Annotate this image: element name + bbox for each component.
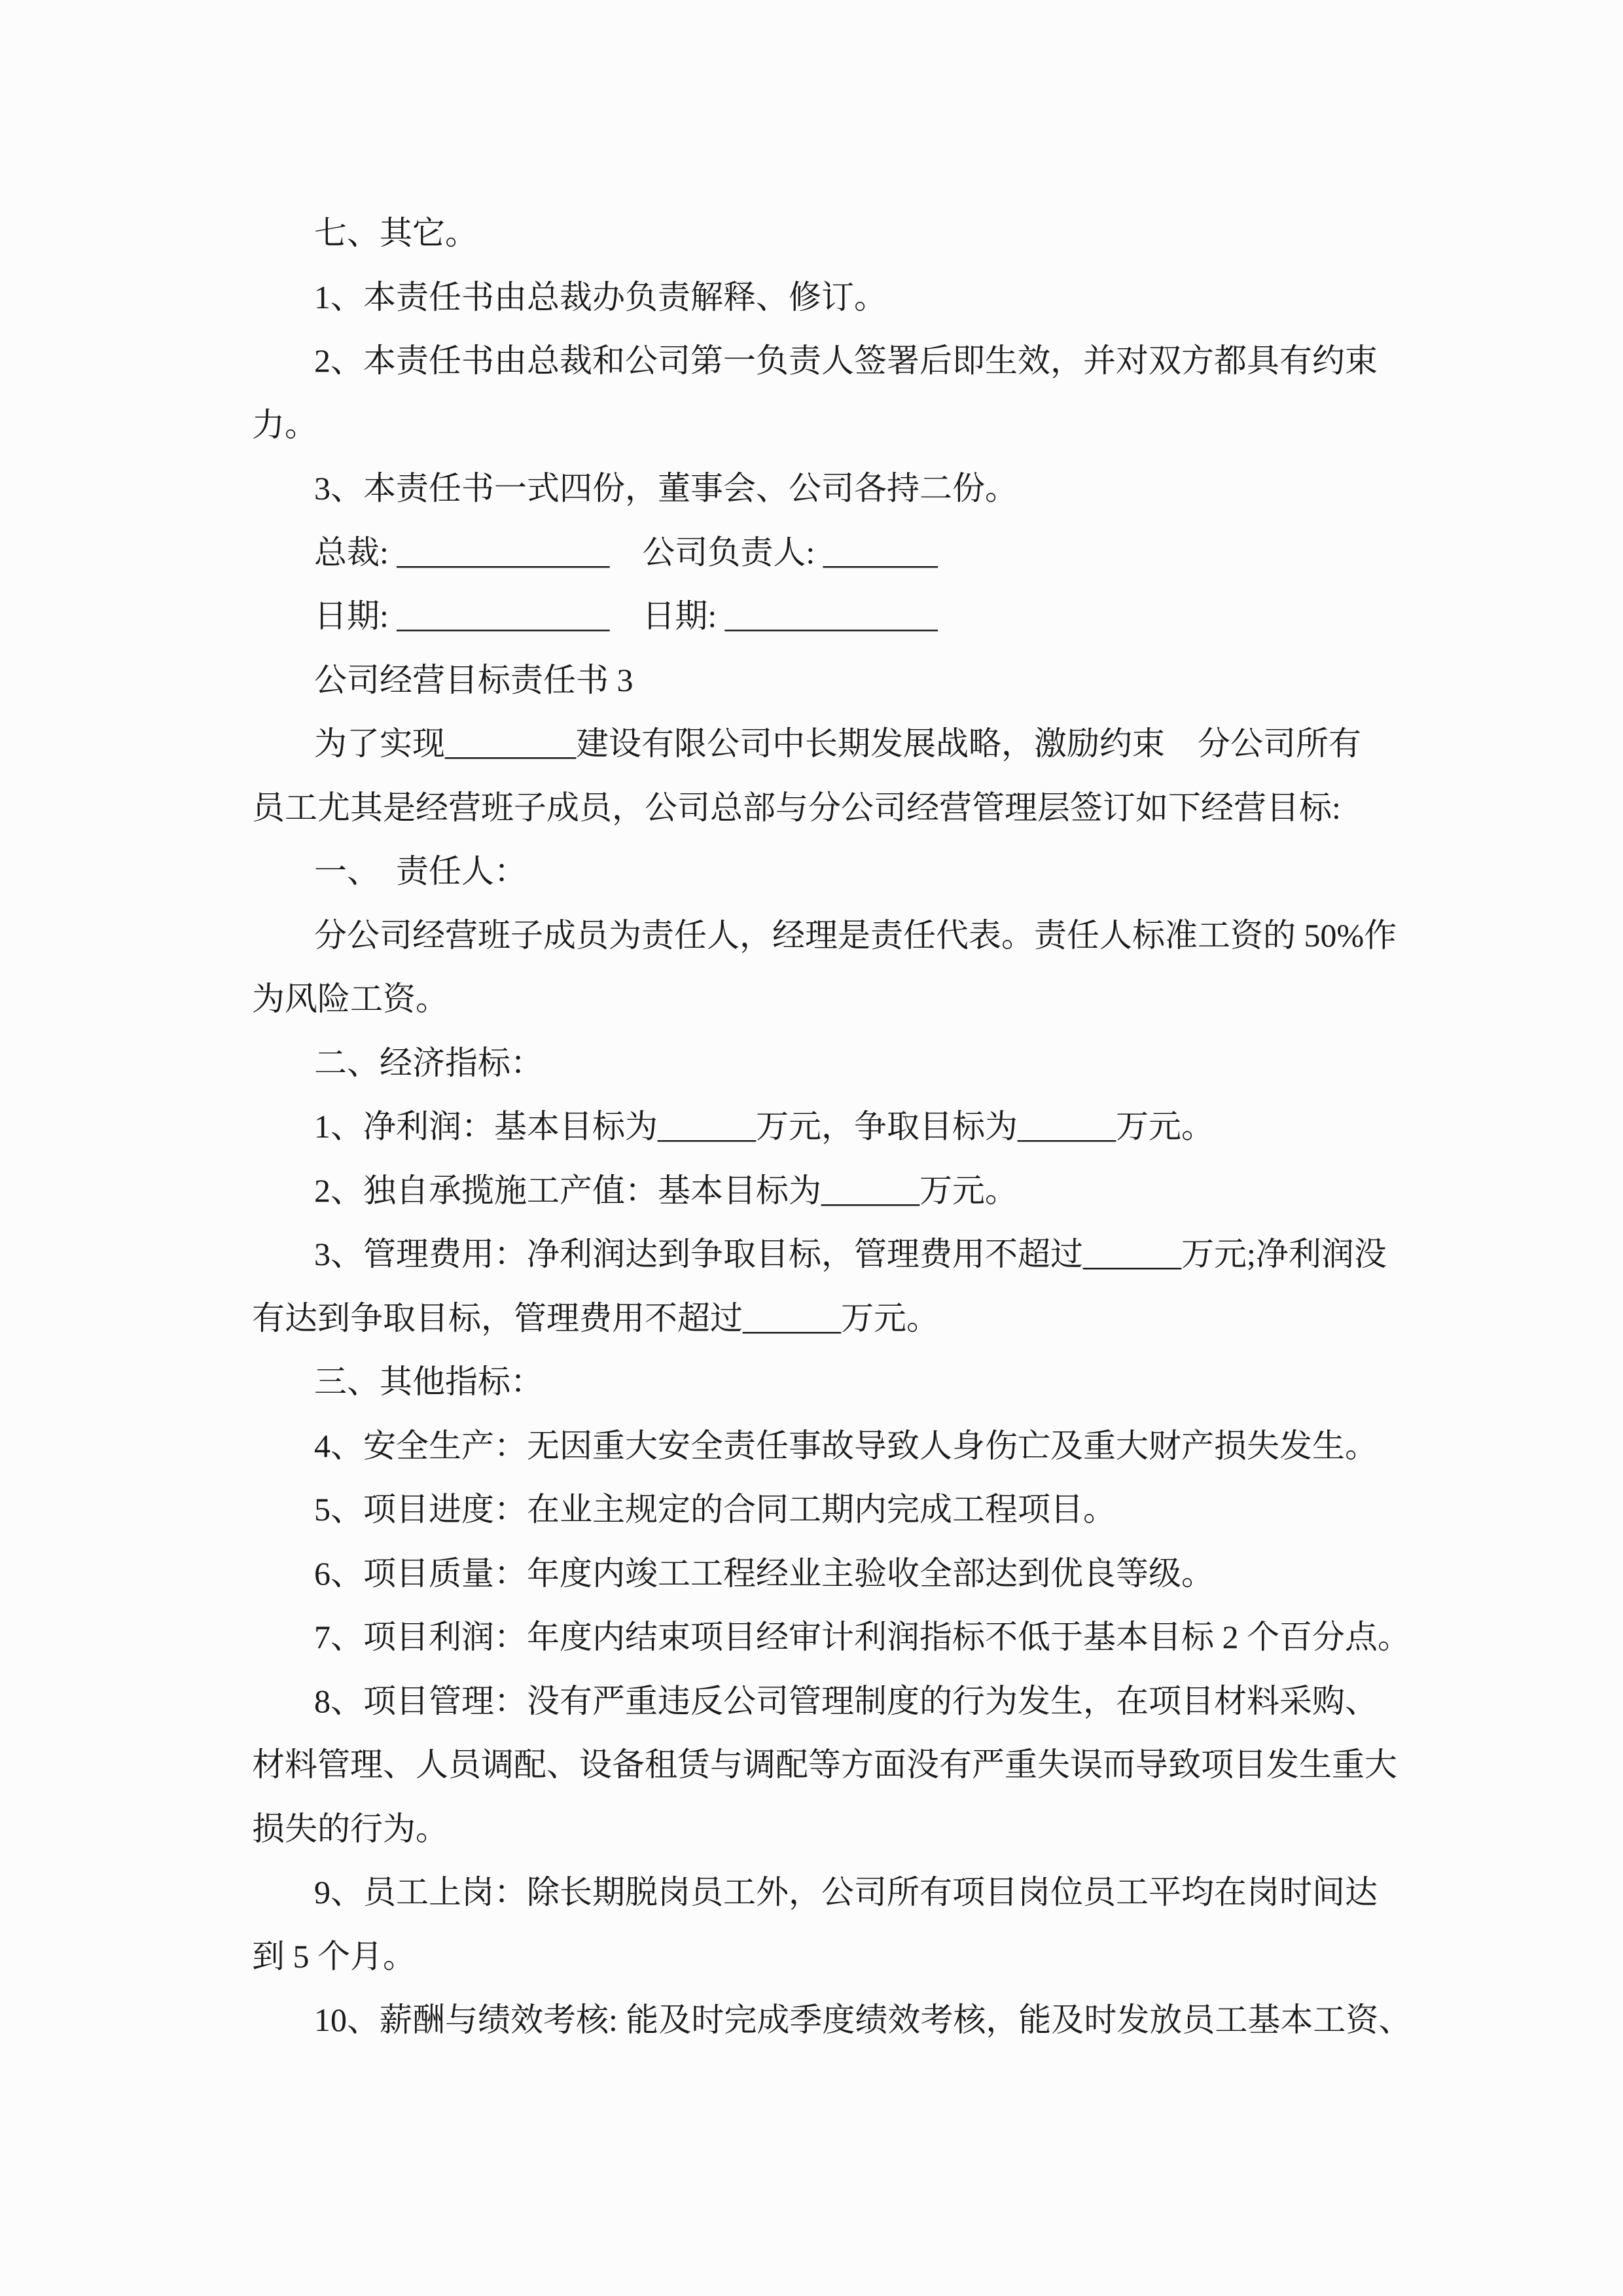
doc-line-section-three: 三、其他指标： [314,1363,543,1400]
doc-line-item-1: 1、本责任书由总裁办负责解释、修订。 [314,278,887,315]
doc-line-responsible-person: 分公司经营班子成员为责任人，经理是责任代表。责任人标准工资的 50%作 [314,916,1397,954]
doc-line-project-management: 8、项目管理：没有严重违反公司管理制度的行为发生，在项目材料采购、 [314,1682,1378,1719]
doc-line-management-fee: 3、管理费用：净利润达到争取目标，管理费用不超过______万元;净利润没 [314,1236,1387,1272]
doc-line-project-management-cont2: 损失的行为。 [252,1810,448,1847]
doc-line-signature-president: 总裁: _____________ 公司负责人: _______ [314,533,938,571]
doc-line-intro-cont: 员工尤其是经营班子成员，公司总部与分公司经营管理层签订如下经营目标: [252,789,1341,826]
doc-line-construction-value: 2、独自承揽施工产值：基本目标为______万元。 [314,1172,1018,1209]
doc-line-item-2: 2、本责任书由总裁和公司第一负责人签署后即生效，并对双方都具有约束 [314,342,1378,379]
doc-line-intro: 为了实现________建设有限公司中长期发展战略，激励约束 分公司所有 [314,725,1361,762]
doc-line-section-seven: 七、其它。 [314,215,478,251]
doc-line-salary-assessment: 10、薪酬与绩效考核: 能及时完成季度绩效考核，能及时发放员工基本工资、 [314,2001,1412,2038]
doc-line-staff-attendance-cont: 到 5 个月。 [252,1937,416,1975]
doc-line-section-two: 二、经济指标： [314,1044,543,1081]
doc-line-safety: 4、安全生产：无因重大安全责任事故导致人身伤亡及重大财产损失发生。 [314,1427,1378,1464]
doc-line-item-3: 3、本责任书一式四份，董事会、公司各持二份。 [314,470,1018,507]
doc-line-item-2-cont: 力。 [252,406,317,443]
document-body [252,202,1443,2053]
doc-line-progress: 5、项目进度：在业主规定的合同工期内完成工程项目。 [314,1491,1116,1528]
doc-line-net-profit: 1、净利润：基本目标为______万元，争取目标为______万元。 [314,1108,1214,1145]
doc-line-section-one: 一、 责任人： [314,853,527,889]
doc-line-staff-attendance: 9、员工上岗：除长期脱岗员工外，公司所有项目岗位员工平均在岗时间达 [314,1874,1378,1910]
doc-line-responsible-cont: 为风险工资。 [252,980,448,1017]
doc-line-project-profit: 7、项目利润：年度内结束项目经审计利润指标不低于基本目标 2 个百分点。 [314,1619,1410,1655]
doc-line-signature-date: 日期: _____________ 日期: _____________ [314,598,938,634]
doc-line-title-3: 公司经营目标责任书 3 [314,661,633,698]
doc-line-quality: 6、项目质量：年度内竣工工程经业主验收全部达到优良等级。 [314,1554,1214,1592]
doc-line-project-management-cont: 材料管理、人员调配、设备租赁与调配等方面没有严重失误而导致项目发生重大 [252,1746,1397,1783]
doc-line-management-fee-cont: 有达到争取目标，管理费用不超过______万元。 [252,1299,939,1336]
